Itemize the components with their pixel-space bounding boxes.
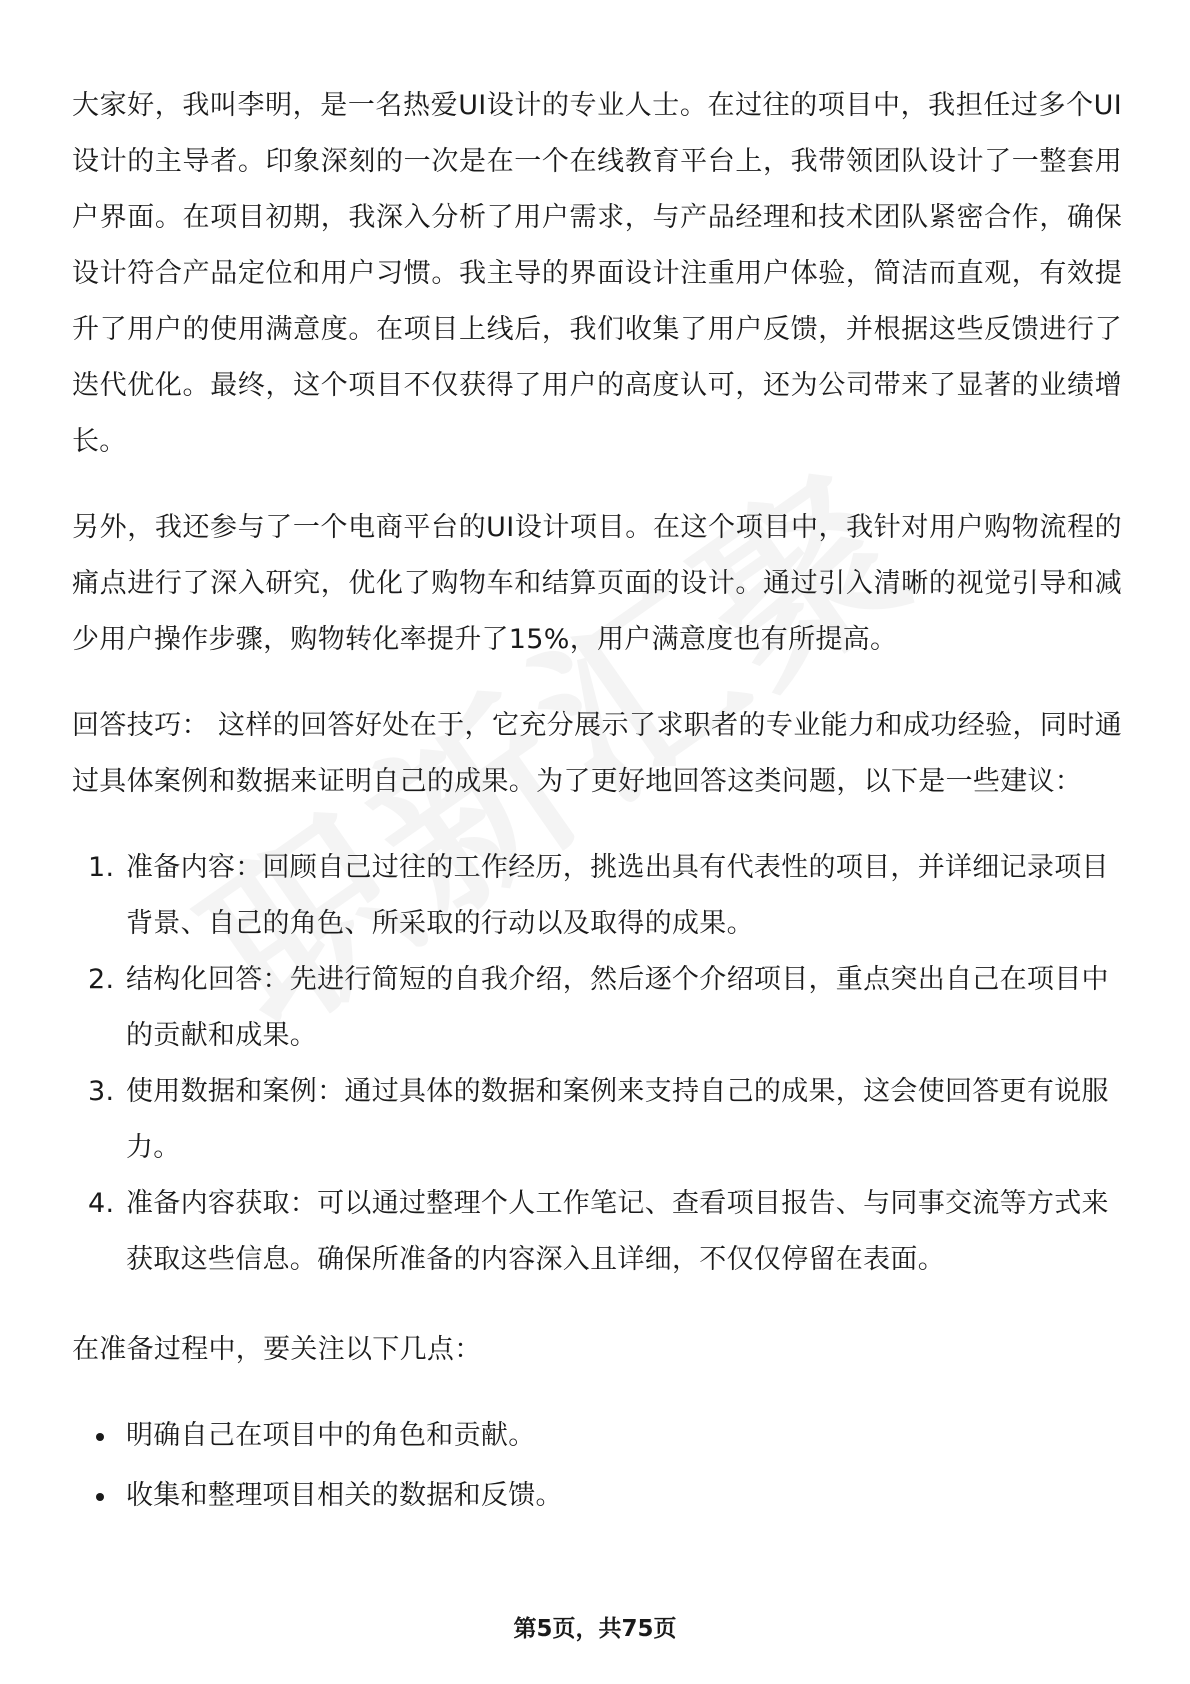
- bullet-item-text: 收集和整理项目相关的数据和反馈。: [126, 1480, 563, 1511]
- list-item: [72, 1176, 1122, 1288]
- list-item-text: 准备内容获取：可以通过整理个人工作笔记、查看项目报告、与同事交流等方式来获取这些信息。确保所准备的内容深入且详细，不仅仅停留在表面。: [126, 1188, 1109, 1275]
- paragraph-focus: 在准备过程中，要关注以下几点：: [72, 1334, 482, 1365]
- list-number: 2.: [88, 964, 115, 995]
- bullet-list: [72, 1408, 1122, 1524]
- bullet-item: [72, 1468, 1122, 1524]
- list-item: [72, 840, 1122, 952]
- document-body: [72, 78, 1122, 1528]
- numbered-list: [72, 840, 1122, 1288]
- page-number-footer: 第5页，共75页: [513, 1616, 677, 1642]
- list-item-text: 结构化回答：先进行简短的自我介绍，然后逐个介绍项目，重点突出自己在项目中的贡献和成果。: [126, 964, 1109, 1051]
- paragraph-ecommerce: 另外，我还参与了一个电商平台的UI设计项目。在这个项目中，我针对用户购物流程的痛点进行了深入研究，优化了购物车和结算页面的设计。通过引入清晰的视觉引导和减少用户操作步骤，购物转化率提升了15%，用户满意度也有所提高。: [72, 512, 1122, 655]
- list-number: 1.: [88, 852, 115, 883]
- list-number: 3.: [88, 1076, 115, 1107]
- list-item-text: 准备内容：回顾自己过往的工作经历，挑选出具有代表性的项目，并详细记录项目背景、自己的角色、所采取的行动以及取得的成果。: [126, 852, 1109, 939]
- bullet-dot-icon: [96, 1433, 104, 1441]
- list-number: 4.: [88, 1188, 115, 1219]
- paragraph-intro: 大家好，我叫李明，是一名热爱UI设计的专业人士。在过往的项目中，我担任过多个UI设计的主导者。印象深刻的一次是在一个在线教育平台上，我带领团队设计了一整套用户界面。在项目初期，我深入分析了用户需求，与产品经理和技术团队紧密合作，确保设计符合产品定位和用户习惯。我主导的界面设计注重用户体验，简洁而直观，有效提升了用户的使用满意度。在项目上线后，我们收集了用户反馈，并根据这些反馈进行了迭代优化。最终，这个项目不仅获得了用户的高度认可，还为公司带来了显著的业绩增长。: [72, 90, 1122, 457]
- paragraph-tips: 回答技巧： 这样的回答好处在于，它充分展示了求职者的专业能力和成功经验，同时通过具体案例和数据来证明自己的成果。为了更好地回答这类问题，以下是一些建议：: [72, 710, 1122, 797]
- list-item: [72, 1064, 1122, 1176]
- bullet-item: [72, 1408, 1122, 1464]
- bullet-item-text: 明确自己在项目中的角色和贡献。: [126, 1420, 536, 1451]
- bullet-dot-icon: [96, 1493, 104, 1501]
- list-item: [72, 952, 1122, 1064]
- list-item-text: 使用数据和案例：通过具体的数据和案例来支持自己的成果，这会使回答更有说服力。: [126, 1076, 1109, 1163]
